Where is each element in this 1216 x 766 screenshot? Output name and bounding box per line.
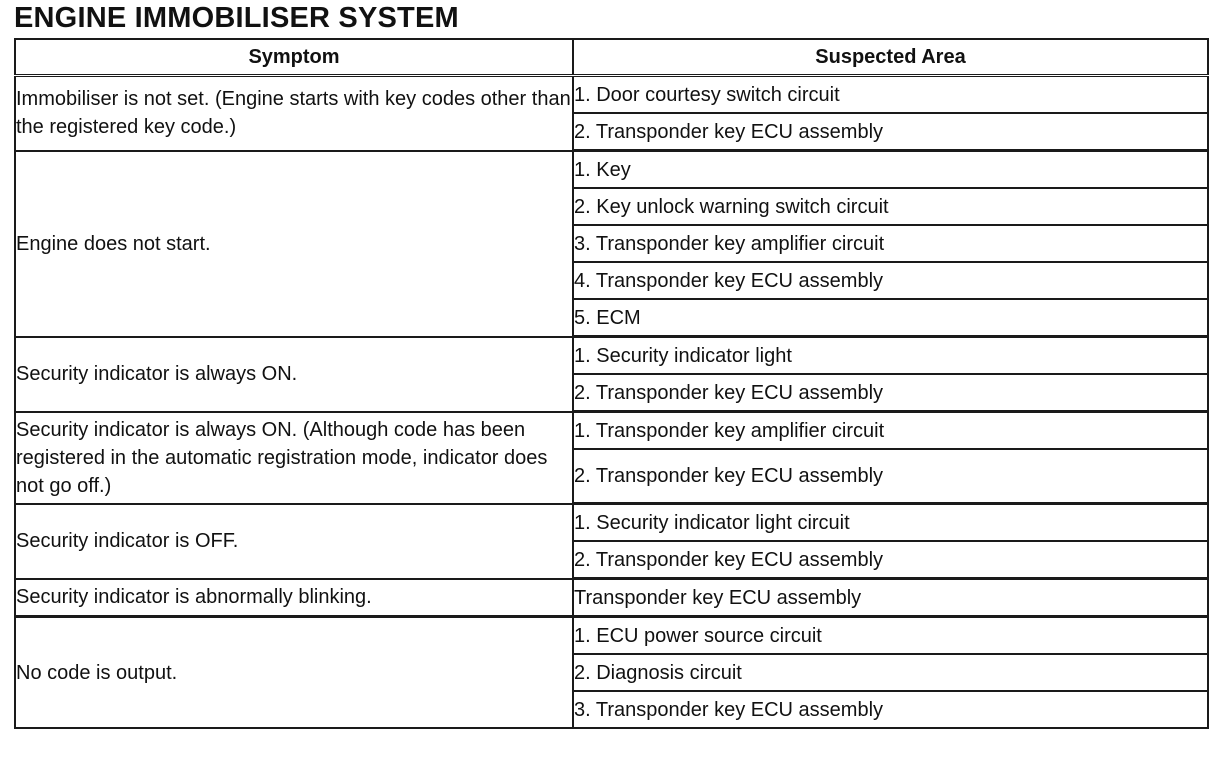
symptom-cell: Security indicator is abnormally blinking. bbox=[15, 579, 573, 617]
page-title: ENGINE IMMOBILISER SYSTEM bbox=[14, 2, 459, 34]
symptom-cell: Engine does not start. bbox=[15, 151, 573, 337]
table-row bbox=[15, 579, 1208, 617]
suspected-area-cell: 1. Door courtesy switch circuit bbox=[573, 76, 1208, 114]
suspected-area-cell: 3. Transponder key amplifier circuit bbox=[573, 225, 1208, 262]
symptom-header: Symptom bbox=[15, 39, 573, 76]
suspected-area-cell: 2. Transponder key ECU assembly bbox=[573, 541, 1208, 579]
suspected-area-cell: 5. ECM bbox=[573, 299, 1208, 337]
table-row bbox=[15, 337, 1208, 375]
symptom-cell: No code is output. bbox=[15, 617, 573, 729]
suspected-area-cell: 1. ECU power source circuit bbox=[573, 617, 1208, 655]
table-row bbox=[15, 76, 1208, 114]
suspected-area-cell: Transponder key ECU assembly bbox=[573, 579, 1208, 617]
suspected-area-cell: 2. Transponder key ECU assembly bbox=[573, 449, 1208, 504]
suspected-area-cell: 1. Security indicator light bbox=[573, 337, 1208, 375]
suspected-area-cell: 2. Key unlock warning switch circuit bbox=[573, 188, 1208, 225]
symptom-cell: Security indicator is OFF. bbox=[15, 504, 573, 579]
symptom-cell: Security indicator is always ON. (Although code has been registered in the automatic registration mode, indicator does not go off.) bbox=[15, 412, 573, 504]
symptom-cell: Security indicator is always ON. bbox=[15, 337, 573, 412]
table-row bbox=[15, 151, 1208, 189]
suspected-area-cell: 1. Transponder key amplifier circuit bbox=[573, 412, 1208, 450]
suspected-area-cell: 2. Transponder key ECU assembly bbox=[573, 374, 1208, 412]
suspected-area-header: Suspected Area bbox=[573, 39, 1208, 76]
symptom-cell: Immobiliser is not set. (Engine starts with key codes other than the registered key code.) bbox=[15, 76, 573, 151]
table-row bbox=[15, 617, 1208, 655]
header-row bbox=[15, 39, 1208, 76]
suspected-area-cell: 2. Transponder key ECU assembly bbox=[573, 113, 1208, 151]
table-row bbox=[15, 412, 1208, 450]
suspected-area-cell: 2. Diagnosis circuit bbox=[573, 654, 1208, 691]
suspected-area-cell: 1. Key bbox=[573, 151, 1208, 189]
troubleshooting-table bbox=[14, 38, 1209, 729]
suspected-area-cell: 1. Security indicator light circuit bbox=[573, 504, 1208, 542]
table-row bbox=[15, 504, 1208, 542]
suspected-area-cell: 3. Transponder key ECU assembly bbox=[573, 691, 1208, 728]
suspected-area-cell: 4. Transponder key ECU assembly bbox=[573, 262, 1208, 299]
